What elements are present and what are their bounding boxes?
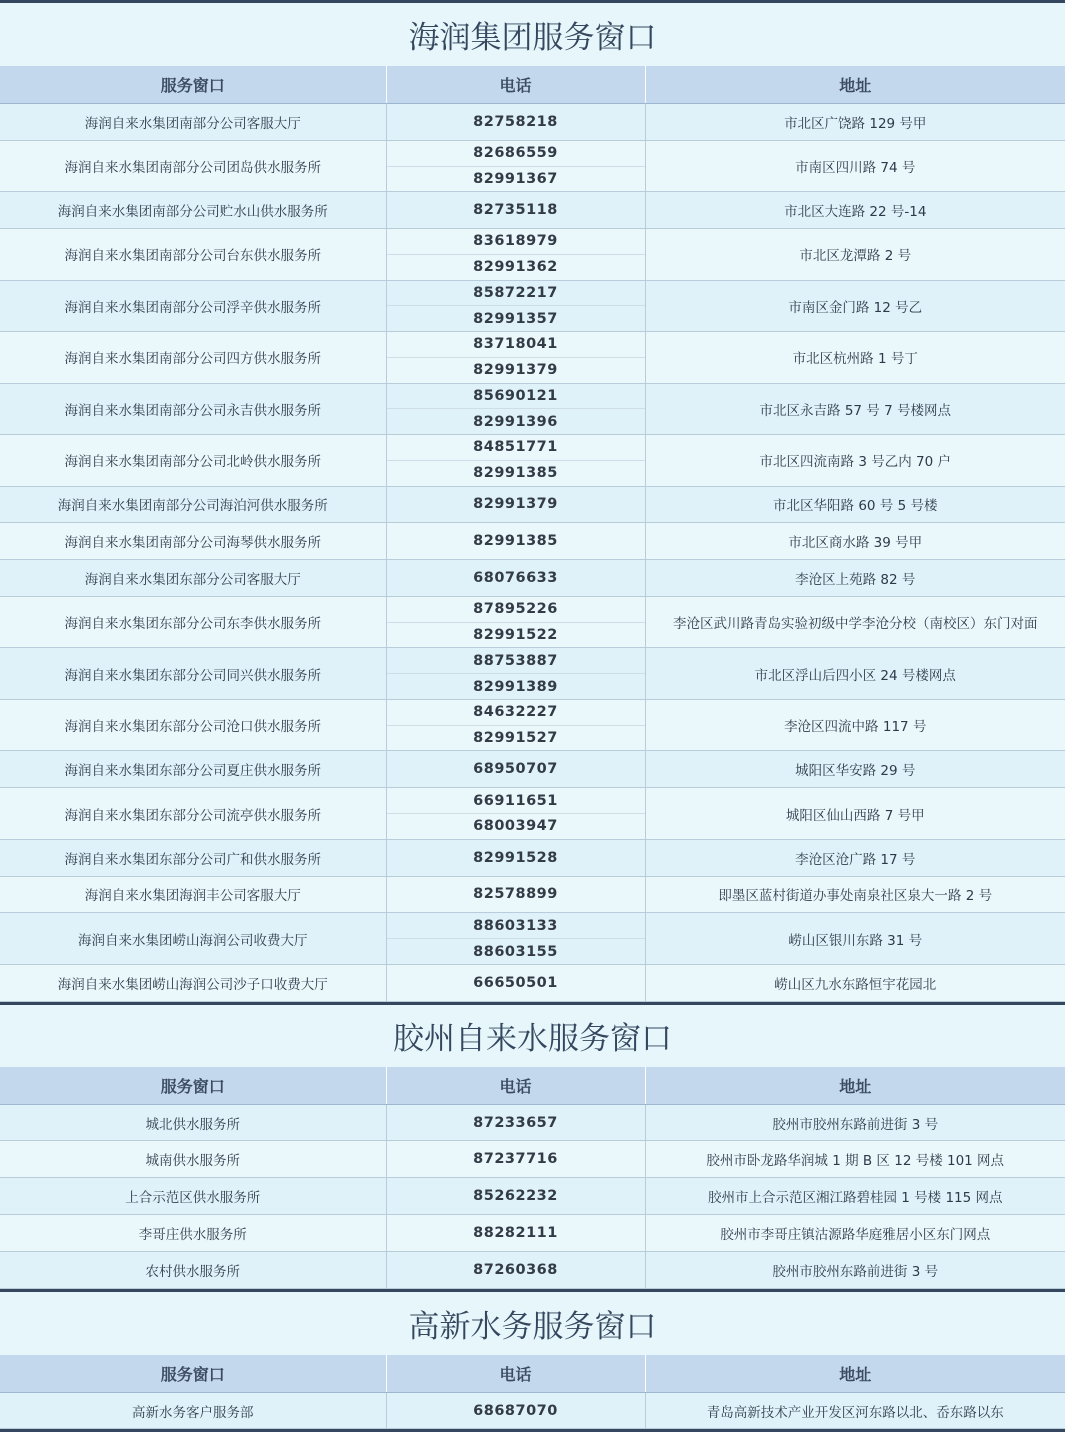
address-cell: 崂山区银川东路 31 号	[645, 913, 1065, 965]
phone-cell	[386, 523, 645, 560]
table-row	[0, 839, 1065, 876]
phone-number[interactable]: 83718041	[473, 336, 558, 353]
service-table	[0, 66, 1065, 1002]
window-name-cell: 海润自来水集团南部分公司海泊河供水服务所	[0, 486, 386, 523]
window-name-cell: 城南供水服务所	[0, 1141, 386, 1178]
table-header-row	[0, 66, 1065, 104]
address-cell: 城阳区仙山西路 7 号甲	[645, 788, 1065, 840]
phone-number[interactable]: 87233657	[473, 1114, 558, 1131]
phone-cell	[386, 1178, 645, 1215]
phone-number[interactable]: 84632227	[473, 704, 558, 721]
address-cell: 崂山区九水东路恒宇花园北	[645, 964, 1065, 1001]
address-cell: 即墨区蓝村街道办事处南泉社区泉大一路 2 号	[645, 876, 1065, 913]
phone-number[interactable]: 85872217	[473, 284, 558, 301]
phone-number[interactable]: 66650501	[473, 974, 558, 991]
phone-cell	[386, 699, 645, 751]
phone-number[interactable]: 82758218	[473, 113, 558, 130]
phone-cell	[386, 913, 645, 965]
address-cell: 胶州市胶州东路前进街 3 号	[645, 1104, 1065, 1141]
table-row	[0, 104, 1065, 141]
header-address: 地址	[645, 1067, 1065, 1105]
phone-number[interactable]: 68950707	[473, 761, 558, 778]
phone-cell	[386, 1141, 645, 1178]
address-cell: 市北区广饶路 129 号甲	[645, 104, 1065, 141]
phone-number[interactable]: 87237716	[473, 1151, 558, 1168]
phone-number[interactable]: 83618979	[473, 233, 558, 250]
window-name-cell: 海润自来水集团东部分公司流亭供水服务所	[0, 788, 386, 840]
phone-number[interactable]: 85262232	[473, 1188, 558, 1205]
address-cell: 胶州市上合示范区湘江路碧桂园 1 号楼 115 网点	[645, 1178, 1065, 1215]
window-name-cell: 海润自来水集团南部分公司海琴供水服务所	[0, 523, 386, 560]
window-name-cell: 海润自来水集团崂山海润公司沙子口收费大厅	[0, 964, 386, 1001]
phone-number[interactable]: 82686559	[473, 145, 558, 162]
table-header-row	[0, 1355, 1065, 1393]
table-row	[0, 1251, 1065, 1288]
table-row	[0, 1392, 1065, 1429]
table-row	[0, 523, 1065, 560]
header-window: 服务窗口	[0, 1067, 386, 1105]
table-row	[0, 332, 1065, 384]
header-window: 服务窗口	[0, 1355, 386, 1393]
phone-cell	[386, 435, 645, 487]
phone-number[interactable]: 82735118	[473, 202, 558, 219]
table-row	[0, 751, 1065, 788]
phone-number[interactable]: 82991385	[473, 533, 558, 550]
window-name-cell: 高新水务客户服务部	[0, 1392, 386, 1429]
window-name-cell: 海润自来水集团东部分公司同兴供水服务所	[0, 648, 386, 700]
phone-number[interactable]: 82578899	[473, 886, 558, 903]
table-row	[0, 648, 1065, 700]
address-cell: 市北区商水路 39 号甲	[645, 523, 1065, 560]
phone-cell	[386, 876, 645, 913]
phone-number[interactable]: 68003947	[387, 813, 645, 839]
phone-cell	[386, 560, 645, 597]
phone-cell	[386, 1104, 645, 1141]
window-name-cell: 海润自来水集团南部分公司北岭供水服务所	[0, 435, 386, 487]
header-address: 地址	[645, 1355, 1065, 1393]
phone-number[interactable]: 87895226	[473, 601, 558, 618]
phone-cell	[386, 192, 645, 229]
window-name-cell: 海润自来水集团东部分公司客服大厅	[0, 560, 386, 597]
section-title: 高新水务服务窗口	[0, 1292, 1065, 1355]
table-row	[0, 435, 1065, 487]
phone-cell	[386, 648, 645, 700]
address-cell: 市南区金门路 12 号乙	[645, 280, 1065, 332]
phone-cell	[386, 332, 645, 384]
phone-number[interactable]: 82991527	[387, 725, 645, 751]
phone-number[interactable]: 85690121	[473, 387, 558, 404]
window-name-cell: 城北供水服务所	[0, 1104, 386, 1141]
window-name-cell: 海润自来水集团南部分公司团岛供水服务所	[0, 140, 386, 192]
address-cell: 市北区华阳路 60 号 5 号楼	[645, 486, 1065, 523]
phone-cell	[386, 104, 645, 141]
window-name-cell: 农村供水服务所	[0, 1251, 386, 1288]
address-cell: 李沧区武川路青岛实验初级中学李沧分校（南校区）东门对面	[645, 596, 1065, 648]
phone-number[interactable]: 88603155	[387, 938, 645, 964]
phone-number[interactable]: 68076633	[473, 570, 558, 587]
address-cell: 市北区龙潭路 2 号	[645, 229, 1065, 281]
phone-number[interactable]: 82991385	[387, 460, 645, 486]
address-cell: 市北区四流南路 3 号乙内 70 户	[645, 435, 1065, 487]
address-cell: 市北区浮山后四小区 24 号楼网点	[645, 648, 1065, 700]
address-cell: 市北区大连路 22 号-14	[645, 192, 1065, 229]
service-table	[0, 1355, 1065, 1430]
address-cell: 李沧区四流中路 117 号	[645, 699, 1065, 751]
phone-cell	[386, 140, 645, 192]
phone-cell	[386, 280, 645, 332]
phone-number[interactable]: 88282111	[473, 1224, 558, 1241]
phone-number[interactable]: 82991396	[387, 408, 645, 434]
address-cell: 市南区四川路 74 号	[645, 140, 1065, 192]
phone-number[interactable]: 88603133	[473, 917, 558, 934]
table-row	[0, 280, 1065, 332]
table-row	[0, 964, 1065, 1001]
phone-cell	[386, 486, 645, 523]
window-name-cell: 海润自来水集团东部分公司东李供水服务所	[0, 596, 386, 648]
address-cell: 城阳区华安路 29 号	[645, 751, 1065, 788]
phone-cell	[386, 596, 645, 648]
phone-number[interactable]: 82991379	[473, 496, 558, 513]
table-header-row	[0, 1067, 1065, 1105]
address-cell: 胶州市李哥庄镇沽源路华庭雅居小区东门网点	[645, 1215, 1065, 1252]
table-row	[0, 486, 1065, 523]
service-table	[0, 1067, 1065, 1289]
header-phone: 电话	[386, 1355, 645, 1393]
phone-number[interactable]: 82991362	[387, 254, 645, 280]
table-row	[0, 699, 1065, 751]
window-name-cell: 李哥庄供水服务所	[0, 1215, 386, 1252]
phone-number[interactable]: 82991379	[387, 357, 645, 383]
header-address: 地址	[645, 66, 1065, 104]
phone-number[interactable]: 82991357	[387, 305, 645, 331]
phone-cell	[386, 751, 645, 788]
table-row	[0, 1141, 1065, 1178]
table-row	[0, 913, 1065, 965]
window-name-cell: 海润自来水集团南部分公司台东供水服务所	[0, 229, 386, 281]
address-cell: 市北区永吉路 57 号 7 号楼网点	[645, 383, 1065, 435]
window-name-cell: 海润自来水集团东部分公司广和供水服务所	[0, 839, 386, 876]
address-cell: 李沧区上苑路 82 号	[645, 560, 1065, 597]
table-row	[0, 229, 1065, 281]
phone-cell	[386, 1392, 645, 1429]
window-name-cell: 海润自来水集团崂山海润公司收费大厅	[0, 913, 386, 965]
table-row	[0, 192, 1065, 229]
phone-cell	[386, 229, 645, 281]
table-row	[0, 596, 1065, 648]
phone-number[interactable]: 82991389	[387, 673, 645, 699]
header-window: 服务窗口	[0, 66, 386, 104]
table-row	[0, 140, 1065, 192]
window-name-cell: 海润自来水集团南部分公司客服大厅	[0, 104, 386, 141]
window-name-cell: 海润自来水集团东部分公司沧口供水服务所	[0, 699, 386, 751]
address-cell: 李沧区沧广路 17 号	[645, 839, 1065, 876]
phone-number[interactable]: 87260368	[473, 1261, 558, 1278]
window-name-cell: 海润自来水集团东部分公司夏庄供水服务所	[0, 751, 386, 788]
phone-cell	[386, 383, 645, 435]
address-cell: 胶州市胶州东路前进街 3 号	[645, 1251, 1065, 1288]
table-row	[0, 1215, 1065, 1252]
window-name-cell: 海润自来水集团南部分公司浮辛供水服务所	[0, 280, 386, 332]
window-name-cell: 海润自来水集团海润丰公司客服大厅	[0, 876, 386, 913]
table-row	[0, 788, 1065, 840]
header-phone: 电话	[386, 1067, 645, 1105]
phone-number[interactable]: 68687070	[473, 1402, 558, 1419]
table-row	[0, 1104, 1065, 1141]
phone-number[interactable]: 82991528	[473, 849, 558, 866]
table-row	[0, 383, 1065, 435]
phone-cell	[386, 964, 645, 1001]
phone-number[interactable]: 88753887	[473, 652, 558, 669]
address-cell: 市北区杭州路 1 号丁	[645, 332, 1065, 384]
section-title: 海润集团服务窗口	[0, 3, 1065, 66]
phone-cell	[386, 1215, 645, 1252]
table-row	[0, 560, 1065, 597]
phone-cell	[386, 788, 645, 840]
table-row	[0, 876, 1065, 913]
window-name-cell: 上合示范区供水服务所	[0, 1178, 386, 1215]
address-cell: 胶州市卧龙路华润城 1 期 B 区 12 号楼 101 网点	[645, 1141, 1065, 1178]
phone-number[interactable]: 84851771	[473, 439, 558, 456]
table-row	[0, 1178, 1065, 1215]
phone-number[interactable]: 82991522	[387, 622, 645, 648]
section-title: 胶州自来水服务窗口	[0, 1005, 1065, 1067]
header-phone: 电话	[386, 66, 645, 104]
phone-number[interactable]: 66911651	[473, 792, 558, 809]
phone-cell	[386, 839, 645, 876]
phone-cell	[386, 1251, 645, 1288]
window-name-cell: 海润自来水集团南部分公司四方供水服务所	[0, 332, 386, 384]
window-name-cell: 海润自来水集团南部分公司永吉供水服务所	[0, 383, 386, 435]
address-cell: 青岛高新技术产业开发区河东路以北、岙东路以东	[645, 1392, 1065, 1429]
phone-number[interactable]: 82991367	[387, 166, 645, 192]
window-name-cell: 海润自来水集团南部分公司贮水山供水服务所	[0, 192, 386, 229]
